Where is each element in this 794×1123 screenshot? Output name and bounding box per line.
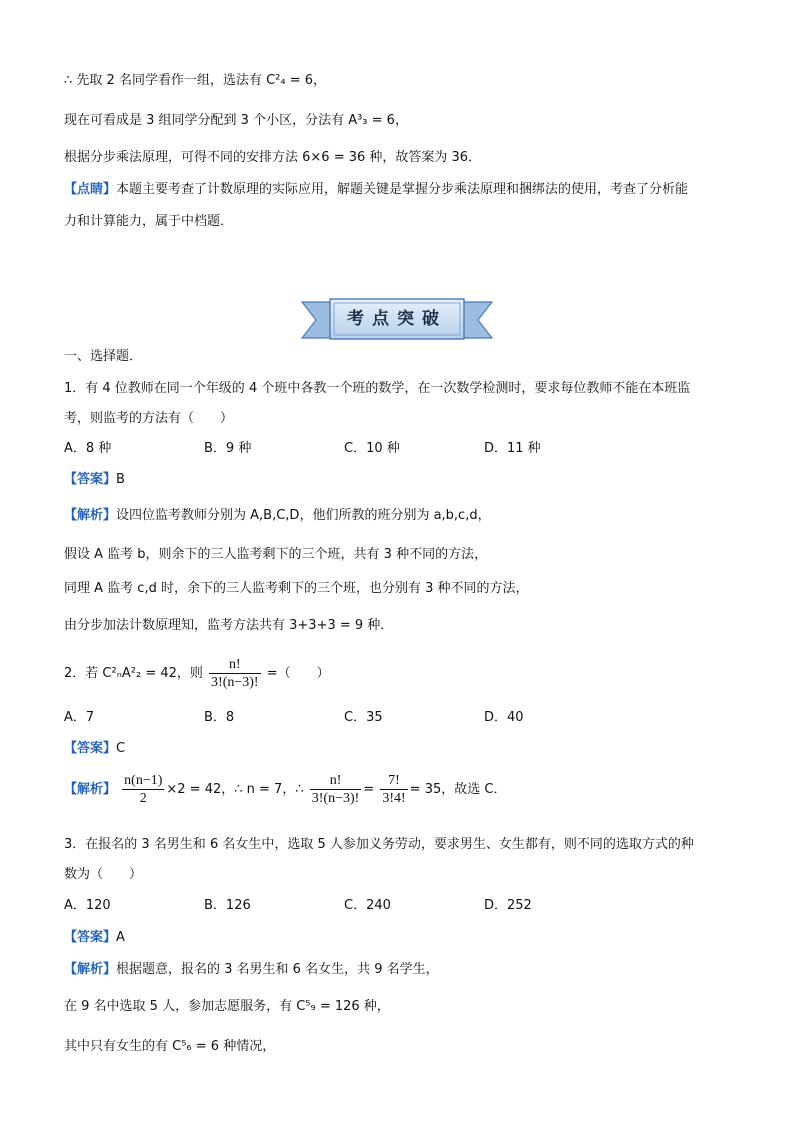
fraction-denominator: 2	[139, 791, 147, 806]
option-d: D．252	[484, 898, 532, 913]
question-stem: 1．有 4 位教师在同一个年级的 4 个班中各教一个班的数学，在一次数学检测时，要求每位教师不能在本班监	[64, 381, 691, 396]
answer-line	[64, 471, 125, 489]
option-d: D．11 种	[484, 441, 541, 456]
analysis-text: 设四位监考教师分别为 A,B,C,D，他们所教的班分别为 a,b,c,d，	[116, 508, 491, 523]
analysis-line	[64, 507, 491, 525]
analysis-text: ×2 = 42，∴ n = 7，∴	[166, 782, 304, 797]
fraction	[310, 772, 362, 807]
stem-text: =（ ）	[266, 666, 330, 681]
answer-line	[64, 929, 125, 947]
answer-tag: 【答案】	[64, 930, 117, 945]
analysis-line: 由分步加法计数原理知，监考方法共有 3+3+3 = 9 种．	[64, 618, 394, 633]
stem-text: 2．若 C²ₙA²₂ = 42，则	[64, 666, 203, 681]
fraction-numerator: n(n−1)	[124, 773, 163, 788]
text-line: 现在可看成是 3 组同学分配到 3 个小区，分法有 A³₃ = 6，	[64, 113, 408, 128]
fraction	[380, 772, 407, 807]
comment-line	[64, 181, 688, 199]
fraction-numerator: n!	[209, 656, 261, 674]
fraction-denominator: 3!(n−3)!	[311, 791, 360, 806]
equals-sign: =	[363, 782, 375, 797]
banner-title: 考点突破	[347, 309, 447, 329]
question-stem: 考，则监考的方法有（ ）	[64, 411, 234, 426]
text-line: 力和计算能力，属于中档题．	[64, 214, 234, 229]
analysis-tag: 【解析】	[64, 782, 117, 797]
answer-value: B	[116, 472, 125, 487]
option-d: D．40	[484, 710, 524, 725]
fraction-numerator: 7!	[380, 772, 407, 790]
analysis-line: 假设 A 监考 b，则余下的三人监考剩下的三个班，共有 3 种不同的方法，	[64, 547, 488, 562]
fraction-numerator: n!	[310, 772, 362, 790]
comment-tag: 【点睛】	[64, 182, 117, 197]
answer-tag: 【答案】	[64, 472, 117, 487]
option-b: B．126	[204, 898, 251, 913]
text-line: ∴ 先取 2 名同学看作一组，选法有 C²₄ = 6，	[64, 73, 326, 88]
analysis-line: 同理 A 监考 c,d 时，余下的三人监考剩下的三个班，也分别有 3 种不同的方法，	[64, 581, 529, 596]
text-line: 根据分步乘法原理，可得不同的安排方法 6×6 = 36 种，故答案为 36．	[64, 150, 482, 165]
fraction	[122, 772, 164, 807]
analysis-line	[64, 772, 506, 808]
option-a: A．8 种	[64, 441, 112, 456]
question-stem: 3．在报名的 3 名男生和 6 名女生中，选取 5 人参加义务劳动，要求男生、女生都有，则不同的选取方式的种	[64, 837, 694, 852]
analysis-text: 根据题意，报名的 3 名男生和 6 名女生，共 9 名学生，	[116, 962, 439, 977]
option-c: C．240	[344, 898, 391, 913]
answer-value: A	[116, 930, 125, 945]
comment-text: 本题主要考查了计数原理的实际应用，解题关键是掌握分步乘法原理和捆绑法的使用，考查了分析能	[116, 182, 689, 197]
option-a: A．7	[64, 710, 95, 725]
analysis-line: 其中只有女生的有 C⁵₆ = 6 种情况，	[64, 1039, 276, 1054]
analysis-tag: 【解析】	[64, 962, 117, 977]
fraction	[209, 656, 261, 691]
analysis-line	[64, 961, 439, 979]
analysis-tag: 【解析】	[64, 508, 117, 523]
option-a: A．120	[64, 898, 111, 913]
analysis-text: = 35，故选 C．	[409, 782, 507, 797]
fraction-denominator: 3!(n−3)!	[211, 675, 259, 690]
question-stem	[64, 656, 330, 691]
option-b: B．8	[204, 710, 235, 725]
question-stem: 数为（ ）	[64, 867, 143, 882]
fraction-denominator: 3!4!	[382, 791, 406, 806]
section-banner	[300, 296, 494, 344]
option-b: B．9 种	[204, 441, 252, 456]
answer-line	[64, 740, 125, 758]
option-c: C．35	[344, 710, 383, 725]
answer-tag: 【答案】	[64, 741, 117, 756]
section-title: 一、选择题．	[64, 349, 143, 364]
answer-value: C	[116, 741, 126, 756]
analysis-line: 在 9 名中选取 5 人，参加志愿服务，有 C⁵₉ = 126 种，	[64, 999, 390, 1014]
option-c: C．10 种	[344, 441, 400, 456]
